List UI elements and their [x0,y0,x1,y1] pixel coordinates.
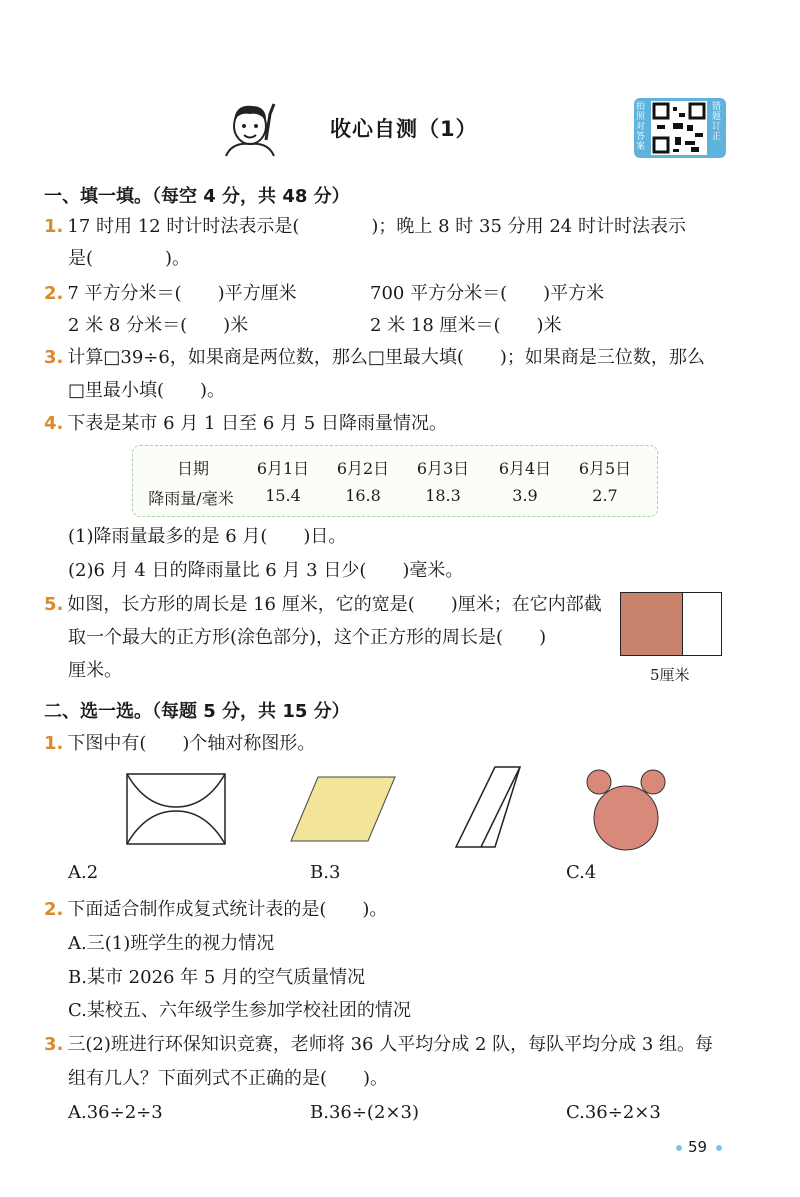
q3-text-1: 计算□39÷6，如果商是两位数，那么□里最大填( )；如果商是三位数，那么 [67,347,705,368]
table-row-label: 降雨量/毫米 [148,489,234,508]
q1-line1 [44,214,686,240]
table-cell: 3.9 [512,486,538,505]
q5-number: 5. [44,594,64,615]
s2q1-option-c: C.4 [566,862,597,883]
section2-header: 二、选一选。（每题 5 分，共 15 分） [44,701,350,722]
page-dot-left [676,1145,682,1151]
s2q3-line1 [44,1032,713,1058]
q5-line1 [44,592,602,618]
qr-side-text-right: 错题订正 [712,102,722,142]
s2q2-number: 2. [44,899,64,920]
section1-header: 一、填一填。（每空 4 分，共 48 分） [44,186,350,207]
q4-line [44,411,447,437]
table-cell: 15.4 [265,486,301,505]
s2q3-option-c: C.36÷2×3 [566,1102,661,1123]
figure-width-label: 5厘米 [650,666,690,684]
q2-b: 700 平方分米＝( )平方米 [370,283,605,304]
table-header-cell: 6月3日 [416,459,470,478]
qr-code-panel[interactable] [634,98,726,158]
s2q1-option-b: B.3 [310,862,341,883]
table-cell: 16.8 [345,486,381,505]
s2q2-line [44,897,387,923]
table-cell: 2.7 [592,486,618,505]
s2q1-number: 1. [44,733,64,754]
q2-line1 [44,281,297,307]
q1-text-2: 是( )。 [68,248,191,269]
s2q2-option-c: C.某校五、六年级学生参加学校社团的情况 [68,1000,411,1021]
q1-number: 1. [44,216,64,237]
q5-text-3: 厘米。 [68,660,122,681]
page-dot-right [716,1145,722,1151]
shape-z-triangles [455,766,521,848]
rainfall-table [132,445,658,517]
shape-mouse-head [585,768,667,854]
s2q3-number: 3. [44,1034,64,1055]
s2q3-text-1: 三(2)班进行环保知识竞赛，老师将 36 人平均分成 2 队，每队平均分成 3 组。每 [67,1034,714,1055]
page-number: 59 [688,1138,708,1156]
s2q3-option-b: B.36÷(2×3) [310,1102,419,1123]
rectangle-figure [620,592,722,656]
q5-text-1: 如图，长方形的周长是 16 厘米，它的宽是( )厘米；在它内部截 [67,594,602,615]
cartoon-boy-icon [222,96,282,158]
s2q2-text: 下面适合制作成复式统计表的是( )。 [67,899,388,920]
q4-sub2: (2)6 月 4 日的降雨量比 6 月 3 日少( )毫米。 [68,560,464,581]
table-cell: 18.3 [425,486,461,505]
table-header-cell: 6月5日 [578,459,632,478]
table-header-cell: 6月2日 [336,459,390,478]
table-header-cell: 6月1日 [256,459,310,478]
page-title: 收心自测（1） [330,117,478,141]
qr-code-icon [651,101,707,155]
q4-sub1: (1)降雨量最多的是 6 月( )日。 [68,526,347,547]
shape-parallelogram [290,776,396,842]
q2-number: 2. [44,283,64,304]
q4-text: 下表是某市 6 月 1 日至 6 月 5 日降雨量情况。 [67,413,447,434]
q3-number: 3. [44,347,64,368]
q2-d: 2 米 18 厘米＝( )米 [370,315,562,336]
q2-a: 7 平方分米＝( )平方厘米 [67,283,297,304]
s2q1-option-a: A.2 [68,862,99,883]
q1-text-1: 17 时用 12 时计时法表示是( )；晚上 8 时 35 分用 24 时计时法表示 [67,216,686,237]
s2q1-line [44,731,315,757]
q5-text-2: 取一个最大的正方形(涂色部分)，这个正方形的周长是( ) [68,627,547,648]
qr-side-text-left: 拍照对答案 [636,102,646,152]
s2q3-option-a: A.36÷2÷3 [68,1102,163,1123]
q3-line1 [44,345,705,371]
table-header-cell: 日期 [176,459,209,478]
s2q1-text: 下图中有( )个轴对称图形。 [67,733,316,754]
s2q2-option-b: B.某市 2026 年 5 月的空气质量情况 [68,967,366,988]
s2q2-option-a: A.三(1)班学生的视力情况 [68,933,275,954]
shape-envelope [126,773,226,845]
q3-text-2: □里最小填( )。 [68,380,226,401]
q2-c: 2 米 8 分米＝( )米 [68,315,249,336]
q4-number: 4. [44,413,64,434]
table-header-cell: 6月4日 [498,459,552,478]
s2q3-text-2: 组有几人？下面列式不正确的是( )。 [68,1068,389,1089]
